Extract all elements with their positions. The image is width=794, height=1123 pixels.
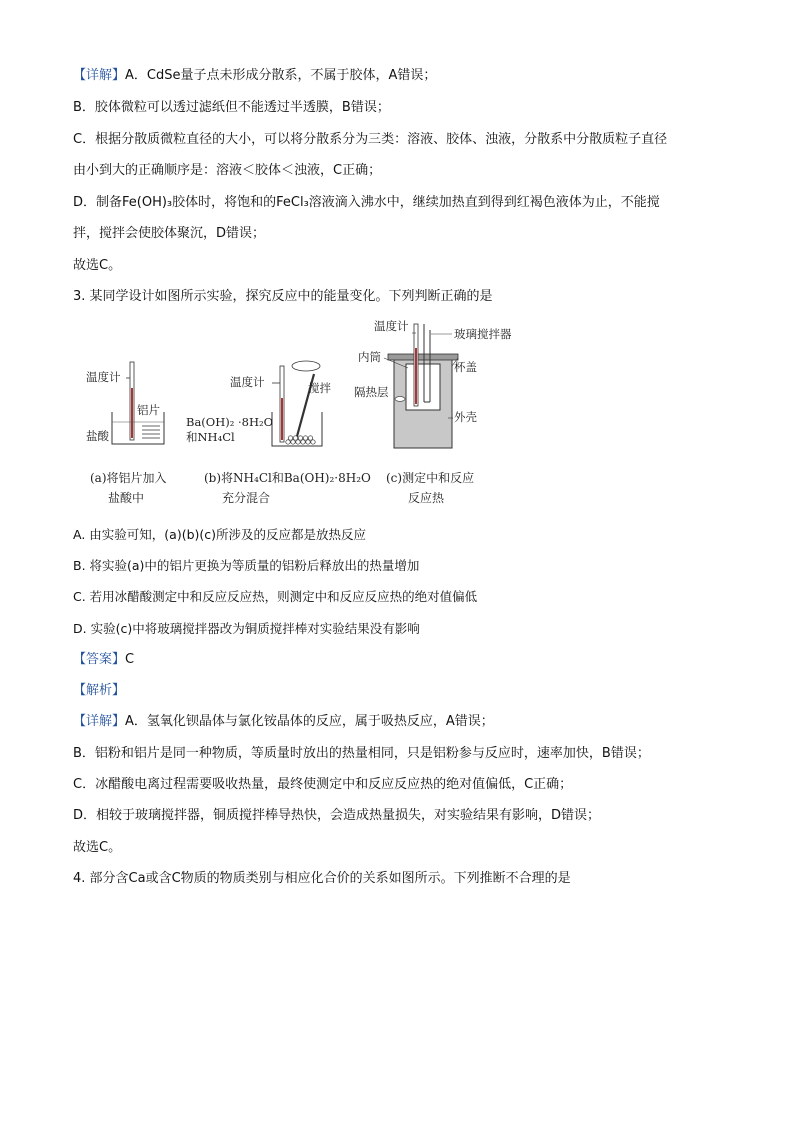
- b-reagent-label-2: 和NH₄Cl: [186, 430, 235, 444]
- c-stirrer-label: 玻璃搅拌器: [454, 327, 512, 341]
- b-stir-label: 搅拌: [308, 381, 331, 395]
- detail-line-d2: 拌，搅拌会使胶体聚沉，D错误；: [73, 226, 266, 241]
- detail-tag: 【详解】: [73, 68, 126, 83]
- answer-label: 【答案】: [73, 652, 126, 667]
- caption-a-2: 盐酸中: [108, 491, 145, 505]
- a-thermometer-label: 温度计: [86, 370, 121, 384]
- question-4-stem: 4. 部分含Ca或含C物质的物质类别与相应化合价的关系如图所示。下列推断不合理的是: [73, 871, 571, 886]
- a-acid-label: 盐酸: [86, 429, 109, 443]
- detail2-paragraph-1: [73, 713, 494, 731]
- detail-line-b: B．胶体微粒可以透过滤纸但不能透过半透膜，B错误；: [73, 100, 390, 115]
- c-thermometer-label: 温度计: [374, 319, 409, 333]
- detail2-line-b: B．铝粉和铝片是同一种物质，等质量时放出的热量相同，只是铝粉参与反应时，速率加快，B错误；: [73, 746, 650, 761]
- c-lid-label: 杯盖: [454, 360, 477, 374]
- option-c: C. 若用冰醋酸测定中和反应反应热，则测定中和反应反应热的绝对值偏低: [73, 589, 478, 604]
- b-thermometer-label: 温度计: [230, 375, 265, 389]
- option-a: A. 由实验可知，(a)(b)(c)所涉及的反应都是放热反应: [73, 527, 367, 542]
- caption-b-1: (b)将NH₄Cl和Ba(OH)₂·8H₂O: [204, 471, 371, 485]
- detail-line-a: A．CdSe量子点未形成分散系，不属于胶体，A错误；: [125, 68, 437, 83]
- answer-line: [73, 651, 134, 669]
- detail-paragraph-1: [73, 67, 436, 85]
- experiment-figure: [82, 318, 552, 514]
- caption-a-1: (a)将铝片加入: [90, 471, 167, 485]
- apparatus-a: [86, 362, 164, 444]
- detail-line-d1: D．制备Fe(OH)₃胶体时，将饱和的FeCl₃溶液滴入沸水中，继续加热直到得到红褐色液体为止，不能搅: [73, 195, 660, 210]
- analysis-label: 【解析】: [73, 683, 126, 698]
- caption-b-2: 充分混合: [222, 491, 271, 505]
- detail2-line-c: C．冰醋酸电离过程需要吸收热量，最终使测定中和反应反应热的绝对值偏低，C正确；: [73, 777, 573, 792]
- c-insulation-label: 隔热层: [354, 385, 389, 399]
- detail-line-c2: 由小到大的正确顺序是：溶液＜胶体＜浊液，C正确；: [73, 163, 382, 178]
- detail2-line-a: A．氢氧化钡晶体与氯化铵晶体的反应，属于吸热反应，A错误；: [125, 714, 494, 729]
- caption-c-1: (c)测定中和反应: [386, 471, 475, 485]
- b-reagent-label-1: Ba(OH)₂ ·8H₂O: [186, 415, 274, 429]
- detail-line-c1: C．根据分散质微粒直径的大小，可以将分散系分为三类：溶液、胶体、浊液，分散系中分散质粒子直径: [73, 132, 668, 147]
- caption-c-2: 反应热: [408, 491, 445, 505]
- detail2-line-d: D．相较于玻璃搅拌器，铜质搅拌棒导热快，会造成热量损失，对实验结果有影响，D错误；: [73, 808, 601, 823]
- detail2-tag: 【详解】: [73, 714, 126, 729]
- option-b: B. 将实验(a)中的铝片更换为等质量的铝粉后释放出的热量增加: [73, 558, 420, 573]
- c-shell-label: 外壳: [454, 410, 477, 424]
- answer-value: C: [125, 652, 135, 667]
- option-d: D. 实验(c)中将玻璃搅拌器改为铜质搅拌棒对实验结果没有影响: [73, 621, 420, 636]
- apparatus-c: [354, 319, 512, 448]
- apparatus-b: [186, 361, 331, 446]
- detail2-conclusion: 故选C。: [73, 840, 122, 855]
- question-3-stem: 3. 某同学设计如图所示实验，探究反应中的能量变化。下列判断正确的是: [73, 289, 493, 304]
- conclusion-line: 故选C。: [73, 258, 122, 273]
- a-aluminum-label: 铝片: [137, 403, 160, 417]
- c-inner-label: 内筒: [358, 350, 381, 364]
